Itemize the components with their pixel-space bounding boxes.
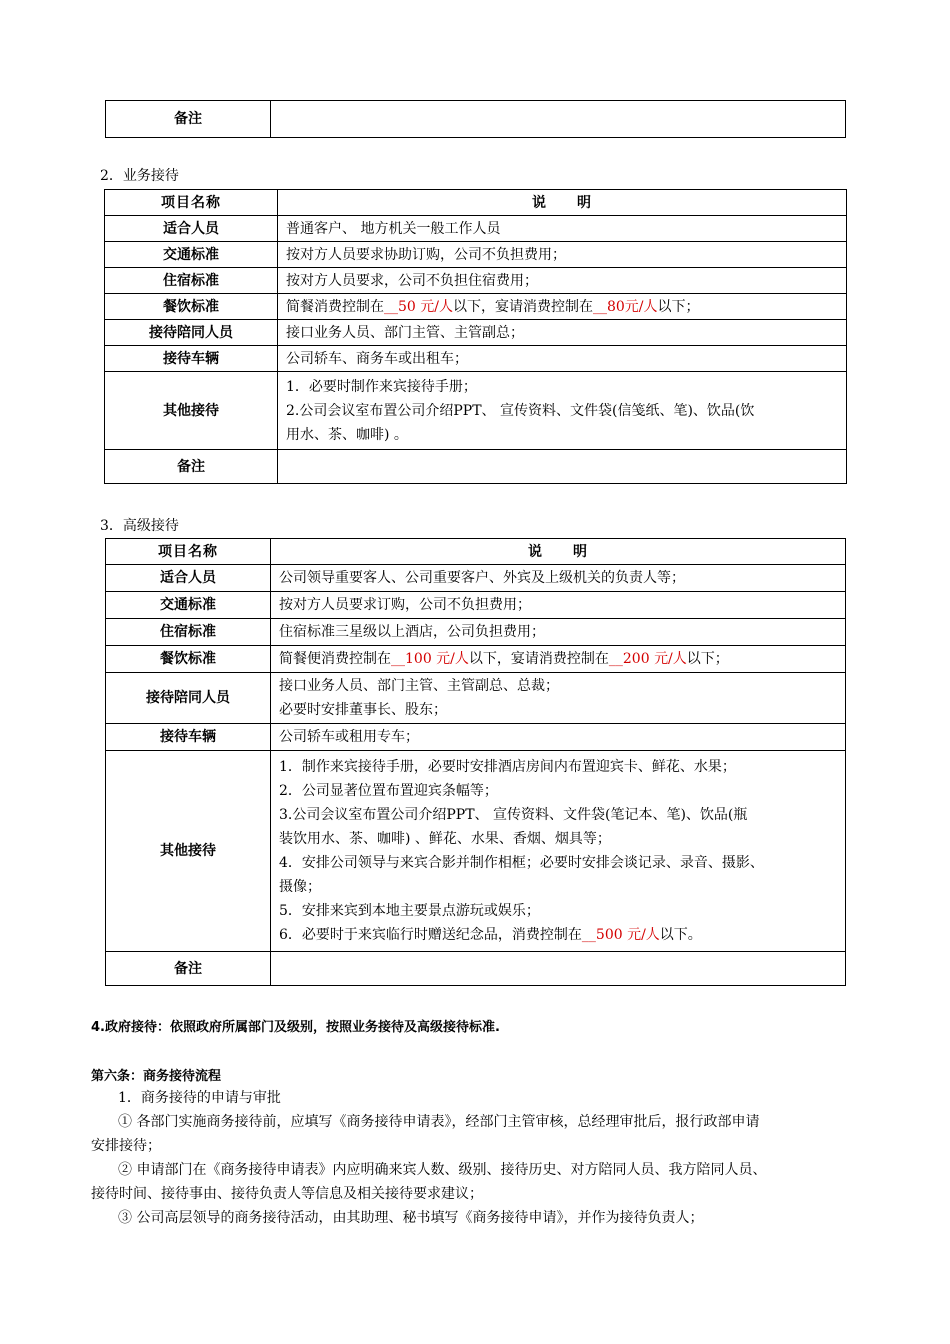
other-line: 2．公司显著位置布置迎宾条幅等； xyxy=(279,783,498,799)
row-value xyxy=(271,646,846,673)
row-value: 住宿标准三星级以上酒店，公司负担费用； xyxy=(271,619,846,646)
table-row xyxy=(106,565,846,592)
table-row xyxy=(105,294,847,320)
souvenir-limit: __500 元/人 xyxy=(581,927,660,943)
table-row xyxy=(106,619,846,646)
row-label: 适合人员 xyxy=(105,216,278,242)
other-line: 摄像； xyxy=(279,879,321,895)
article6-sub1: 1．商务接待的申请与审批 xyxy=(118,1090,281,1106)
row-label: 备注 xyxy=(105,450,278,484)
row-label: 住宿标准 xyxy=(106,619,271,646)
other-line: 1．制作来宾接待手册，必要时安排酒店房间内布置迎宾卡、鲜花、水果； xyxy=(279,759,736,775)
header-col-name: 项目名称 xyxy=(106,539,271,565)
row-value xyxy=(278,294,847,320)
header-col-desc: 说 明 xyxy=(271,539,846,565)
row-label: 备注 xyxy=(106,952,271,986)
row-label: 交通标准 xyxy=(106,592,271,619)
other-line: 3.公司会议室布置公司介绍PPT、 宣传资料、文件袋(笔记本、笔)、饮品(瓶 xyxy=(279,807,748,823)
souvenir-text-1: 6．必要时于来宾临行时赠送纪念品，消费控制在 xyxy=(279,927,582,943)
row-label: 住宿标准 xyxy=(105,268,278,294)
table-row xyxy=(105,346,847,372)
souvenir-text-2: 以下。 xyxy=(659,927,702,943)
row-value: 接口业务人员、部门主管、主管副总； xyxy=(278,320,847,346)
row-label: 其他接待 xyxy=(105,372,278,450)
table-row xyxy=(105,216,847,242)
table-row xyxy=(105,242,847,268)
header-col-desc: 说 明 xyxy=(278,190,847,216)
row-label: 餐饮标准 xyxy=(105,294,278,320)
other-line: 装饮用水、茶、咖啡) 、鲜花、水果、香烟、烟具等； xyxy=(279,831,611,847)
row-value: 公司领导重要客人、公司重要客户、外宾及上级机关的负责人等； xyxy=(271,565,846,592)
row-value xyxy=(271,673,846,724)
other-line: 4．安排公司领导与来宾合影并制作相框；必要时安排会谈记录、录音、摄影、 xyxy=(279,855,764,871)
article6-body xyxy=(91,1086,861,1230)
other-line: 5．安排来宾到本地主要景点游玩或娱乐； xyxy=(279,903,540,919)
meal-limit-simple: __50 元/人 xyxy=(384,298,453,315)
section2-heading: 2．业务接待 xyxy=(100,168,179,184)
meal-limit-banquet: __80元/人 xyxy=(592,298,658,315)
other-line: 2.公司会议室布置公司介绍PPT、 宣传资料、文件袋(信笺纸、笔)、饮品(饮 xyxy=(286,402,755,419)
meal-limit-banquet: __200 元/人 xyxy=(608,651,687,667)
row-value xyxy=(271,952,846,986)
table-business-reception xyxy=(104,189,847,484)
table-row xyxy=(105,372,847,450)
meal-text-1: 简餐便消费控制在 xyxy=(279,651,391,667)
meal-text-1: 简餐消费控制在 xyxy=(286,298,384,315)
row-label: 适合人员 xyxy=(106,565,271,592)
row-label: 接待陪同人员 xyxy=(106,673,271,724)
table-header-row xyxy=(105,190,847,216)
article6-title: 第六条：商务接待流程 xyxy=(91,1069,222,1084)
row-label: 接待陪同人员 xyxy=(105,320,278,346)
table-header-row xyxy=(106,539,846,565)
table-remark-top xyxy=(105,100,846,138)
other-line: 1．必要时制作来宾接待手册； xyxy=(286,378,477,395)
remark-label: 备注 xyxy=(106,101,271,138)
article6-item3-line1: ③ 公司高层领导的商务接待活动，由其助理、秘书填写《商务接待申请》，并作为接待负责人； xyxy=(118,1210,704,1226)
row-value: 按对方人员要求，公司不负担住宿费用； xyxy=(278,268,847,294)
table-row xyxy=(106,952,846,986)
header-col-name: 项目名称 xyxy=(105,190,278,216)
row-value: 按对方人员要求协助订购，公司不负担费用； xyxy=(278,242,847,268)
article6-item2-line1: ② 申请部门在《商务接待申请表》内应明确来宾人数、级别、接待历史、对方陪同人员、我方陪同人员、 xyxy=(118,1162,767,1178)
article6-item2-line2: 接待时间、接待事由、接待负责人等信息及相关接待要求建议； xyxy=(91,1186,483,1202)
section3-heading: 3．高级接待 xyxy=(100,518,179,534)
table-senior-reception xyxy=(105,538,846,986)
article6-item1-line2: 安排接待； xyxy=(91,1138,161,1154)
meal-text-2: 以下，宴请消费控制在 xyxy=(452,298,593,315)
table-row xyxy=(106,646,846,673)
other-line xyxy=(279,923,837,947)
row-label: 餐饮标准 xyxy=(106,646,271,673)
row-value: 普通客户、 地方机关一般工作人员 xyxy=(278,216,847,242)
row-value: 公司轿车、商务车或出租车； xyxy=(278,346,847,372)
row-label: 接待车辆 xyxy=(105,346,278,372)
row-value: 按对方人员要求订购，公司不负担费用； xyxy=(271,592,846,619)
table-row xyxy=(106,673,846,724)
article6-item1-line1: ① 各部门实施商务接待前，应填写《商务接待申请表》，经部门主管审核，总经理审批后，报行政部申请 xyxy=(118,1114,760,1130)
escort-line: 接口业务人员、部门主管、主管副总、总裁； xyxy=(279,678,559,694)
table-row xyxy=(106,592,846,619)
row-label: 接待车辆 xyxy=(106,724,271,751)
row-value xyxy=(278,450,847,484)
table-row xyxy=(105,320,847,346)
row-label: 其他接待 xyxy=(106,751,271,952)
row-label: 交通标准 xyxy=(105,242,278,268)
table-row xyxy=(106,724,846,751)
row-value xyxy=(271,751,846,952)
row-value xyxy=(278,372,847,450)
table-row xyxy=(106,751,846,952)
meal-limit-simple: __100 元/人 xyxy=(391,651,469,667)
row-value: 公司轿车或租用专车； xyxy=(271,724,846,751)
escort-line: 必要时安排董事长、股东； xyxy=(279,702,447,718)
remark-value xyxy=(271,101,846,138)
meal-text-3: 以下； xyxy=(657,298,700,315)
meal-text-3: 以下； xyxy=(686,651,729,667)
section4-government-reception: 4.政府接待：依照政府所属部门及级别，按照业务接待及高级接待标准. xyxy=(91,1020,500,1035)
meal-text-2: 以下，宴请消费控制在 xyxy=(468,651,609,667)
other-line: 用水、茶、咖啡) 。 xyxy=(286,426,408,443)
table-row xyxy=(105,268,847,294)
table-row xyxy=(105,450,847,484)
